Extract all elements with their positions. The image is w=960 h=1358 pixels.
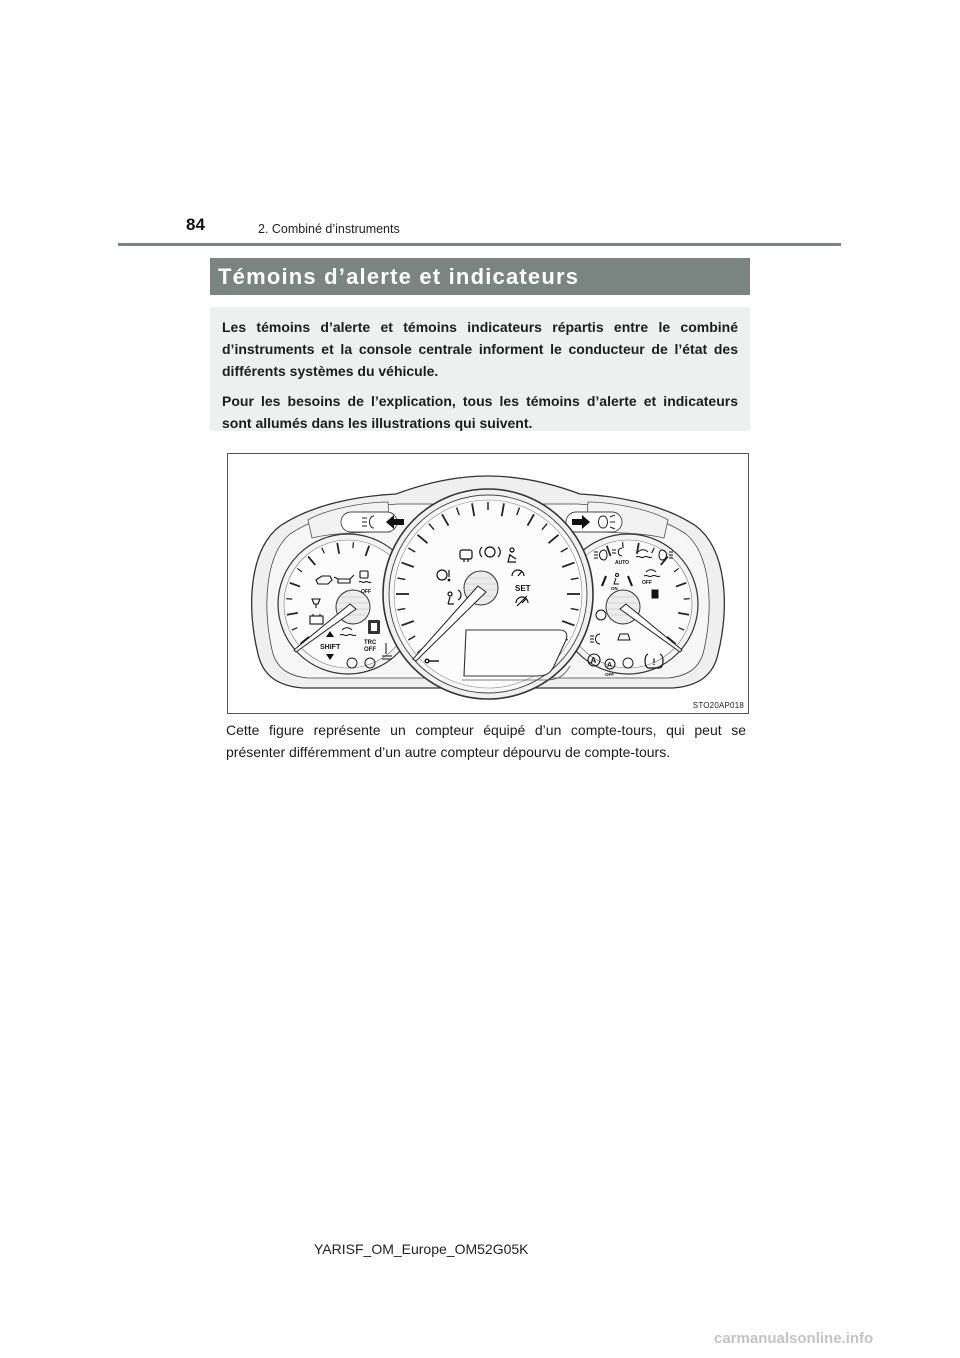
instrument-cluster-figure [227, 453, 749, 714]
dial-tick [286, 599, 292, 600]
figure-caption: Cette figure représente un compteur équipé d’un compte-tours, qui peut se présenter différemment d’un autre compteur dépourvu de compte-tours. [226, 722, 746, 760]
instrument-cluster-illustration [228, 454, 748, 713]
stop-start-letter-2: A [607, 662, 613, 669]
intro-paragraph-1: Les témoins d’alerte et témoins indicateurs répartis entre le combiné d’instruments et la console centrale informent le conducteur de l’état des différents systèmes du véhicule. [222, 319, 738, 379]
header-rule [118, 243, 841, 246]
multi-information-display [464, 630, 567, 676]
stop-start-off-label: OFF [605, 672, 614, 677]
fuel-icon [652, 590, 658, 598]
trc-label: TRC [364, 640, 377, 646]
footer-document-code: YARISF_OM_Europe_OM52G05K [314, 1241, 529, 1257]
slip-off-label: OFF [642, 580, 652, 586]
intro-paragraph-2: Pour les besoins de l’explication, tous les témoins d’alerte et indicateurs sont allumés dans les illustrations qui suivent. [222, 393, 738, 431]
watermark: carmanualsonline.info [714, 1330, 874, 1347]
breadcrumb: 2. Combiné d’instruments [258, 222, 400, 236]
tpws-mark: ! [652, 657, 656, 667]
figure-code: STO20AP018 [692, 701, 744, 710]
vsc-off-label: OFF [361, 589, 371, 595]
shift-label: SHIFT [320, 644, 341, 651]
trc-off-label: OFF [364, 647, 376, 653]
section-title: Témoins d’alerte et indicateurs [210, 258, 750, 295]
dial-tick [684, 599, 690, 600]
auto-label: AUTO [615, 560, 630, 566]
dial-tick [623, 542, 624, 548]
dial-tick [353, 542, 354, 548]
cruise-set-label: SET [515, 584, 531, 593]
center-gauge [383, 489, 593, 699]
stop-start-letter: A [590, 656, 597, 665]
intro-box [210, 307, 750, 431]
airbag-on-label: ON [611, 586, 618, 591]
page-number: 84 [186, 215, 205, 234]
